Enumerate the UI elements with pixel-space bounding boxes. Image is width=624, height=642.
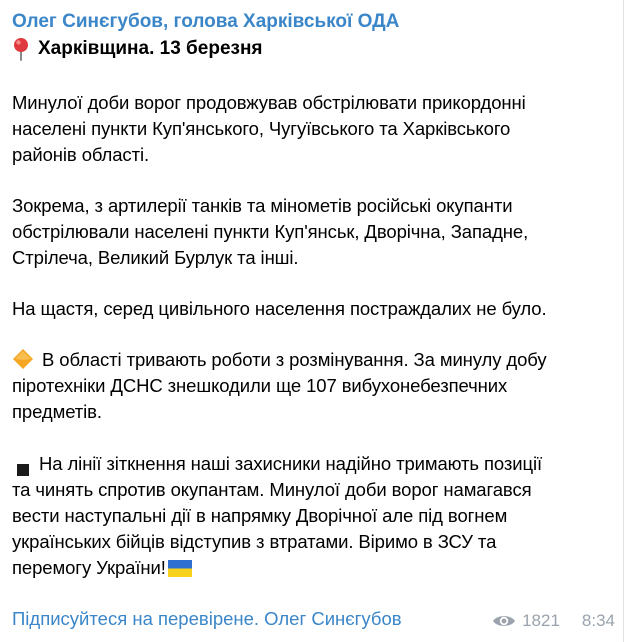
message-title: [12, 37, 263, 61]
paragraph-5-text-1: На лінії зіткнення наші захисники надійно тримають позиції: [39, 453, 543, 474]
black-square-icon: [17, 457, 29, 469]
paragraph-4-line-1: [12, 347, 547, 373]
paragraph-5-line-5: [12, 555, 192, 581]
eye-icon: [492, 613, 516, 629]
paragraph-1-line-2: населені пункти Куп'янського, Чугуївського та Харківського: [12, 118, 511, 139]
subscribe-link[interactable]: Підписуйтеся на перевірене. Олег Синєгубов: [12, 608, 402, 629]
ukraine-flag-icon: [168, 558, 192, 575]
paragraph-1-line-3: районів області.: [12, 144, 150, 165]
paragraph-4-line-2: піротехніки ДСНС знешкодили ще 107 вибухонебезпечних: [12, 375, 508, 396]
paragraph-1-line-1: Минулої доби ворог продовжував обстрілювати прикордонні: [12, 92, 526, 113]
paragraph-2-line-1: Зокрема, з артилерії танків та мінометів російські окупанти: [12, 195, 513, 216]
paragraph-5-line-3: вести наступальні дії в напрямку Дворічної але під вогнем: [12, 505, 508, 526]
message-time: 8:34: [581, 611, 615, 630]
paragraph-2-line-3: Стрілеча, Великий Бурлук та інші.: [12, 247, 299, 268]
orange-diamond-icon: [12, 348, 34, 370]
message-meta: [492, 611, 615, 631]
paragraph-4-text-1: В області тривають роботи з розмінування. За минулу добу: [42, 349, 547, 370]
paragraph-3-line-1: На щастя, серед цивільного населення постраждалих не було.: [12, 298, 547, 319]
sender-name[interactable]: Олег Синєгубов, голова Харківської ОДА: [12, 11, 400, 32]
paragraph-4-line-3: предметів.: [12, 401, 102, 422]
paragraph-5-line-2: та чинять спротив окупантам. Минулої доби ворог намагався: [12, 479, 532, 500]
paragraph-5-line-1: [12, 451, 542, 477]
paragraph-5-line-4: українських бійців відступив з втратами. Віримо в ЗСУ та: [12, 531, 497, 552]
round-pushpin-icon: [12, 37, 34, 61]
view-count: 1821: [522, 611, 560, 630]
paragraph-5-text-5: перемогу України!: [12, 557, 166, 578]
title-text: Харківщина. 13 березня: [38, 38, 263, 59]
paragraph-2-line-2: обстрілювали населені пункти Куп'янськ, Дворічна, Западне,: [12, 221, 529, 242]
